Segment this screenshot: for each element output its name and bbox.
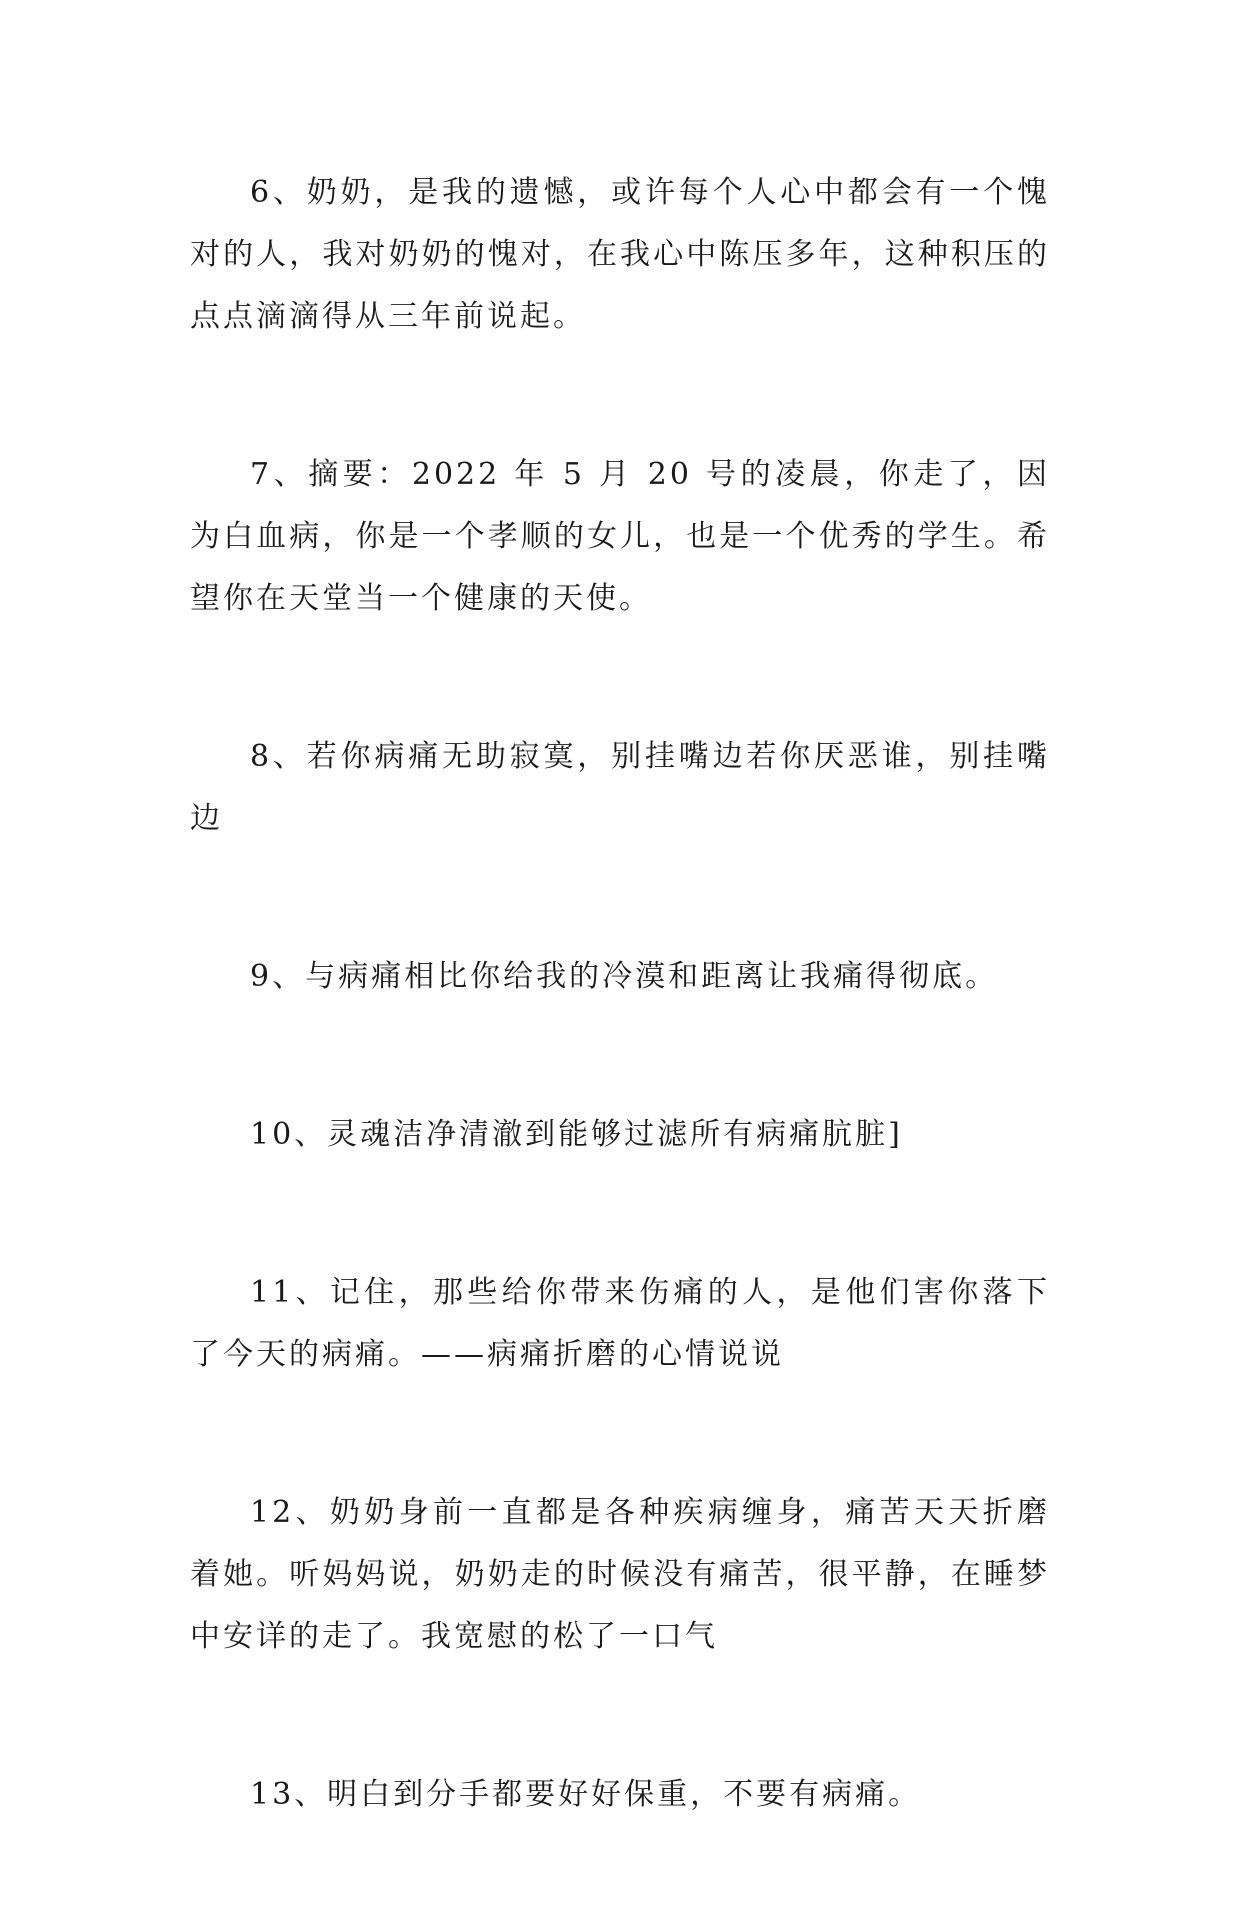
paragraph-13: 13、明白到分手都要好好保重，不要有病痛。 bbox=[250, 1777, 922, 1812]
paragraph-10: 10、灵魂洁净清澈到能够过滤所有病痛肮脏] bbox=[250, 1117, 903, 1152]
paragraph-6: 6、奶奶，是我的遗憾，或许每个人心中都会有一个愧对的人，我对奶奶的愧对，在我心中陈压多年，这种积压的点点滴滴得从三年前说起。 bbox=[190, 175, 1050, 334]
paragraph-8: 8、若你病痛无助寂寞，别挂嘴边若你厌恶谁，别挂嘴边 bbox=[190, 739, 1050, 836]
paragraph-7: 7、摘要：2022 年 5 月 20 号的凌晨，你走了，因为白血病，你是一个孝顺的女儿，也是一个优秀的学生。希望你在天堂当一个健康的天使。 bbox=[190, 457, 1050, 616]
document-body bbox=[190, 162, 1050, 1922]
paragraph-11: 11、记住，那些给你带来伤痛的人，是他们害你落下了今天的病痛。——病痛折磨的心情说说 bbox=[190, 1275, 1050, 1372]
paragraph-12: 12、奶奶身前一直都是各种疾病缠身，痛苦天天折磨着她。听妈妈说，奶奶走的时候没有痛苦，很平静，在睡梦中安详的走了。我宽慰的松了一口气 bbox=[190, 1495, 1050, 1654]
paragraph-9: 9、与病痛相比你给我的冷漠和距离让我痛得彻底。 bbox=[250, 959, 999, 994]
